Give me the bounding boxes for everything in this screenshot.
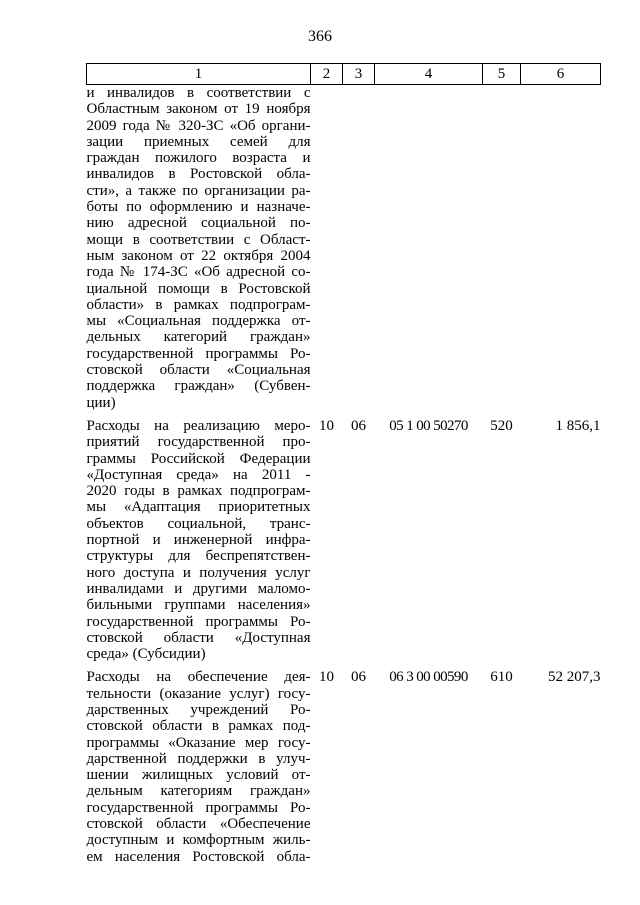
description-line: 2009 года № 320-ЗС «Об органи- [86,117,311,134]
description-line: Расходы на реализацию меро- [86,417,311,434]
description-line: дарственных учреждений Ро- [86,701,311,718]
description-line: среда» (Субсидии) [86,646,206,663]
description-line: приятий государственной про- [86,434,311,451]
row-csr [375,85,483,411]
budget-table [86,63,601,865]
description-line: и инвалидов в соответствии с [86,85,311,101]
description-line: программы «Оказание мер госу- [86,734,311,751]
description-line: структуры для беспрепятствен- [86,548,311,565]
description-line: тельности (оказание услуг) госу- [86,685,311,702]
description-line: «Доступная среда» на 2011 - [86,466,311,483]
description-line: мы «Адаптация приоритетных [86,499,311,516]
description-line: стовской области в рамках под- [86,718,311,735]
description-line: 2020 годы в рамках подпрограм- [86,483,311,500]
description-line: боты по оформлению и назначе- [86,199,311,216]
description-line: циальной помощи в Ростовской [86,280,311,297]
row-vr: 610 [490,669,513,686]
description-line: области» в рамках подпрограм- [86,296,311,313]
row-sum: 52 207,3 [548,669,601,686]
row-sum [521,85,601,411]
header-col-6: 6 [521,64,601,85]
description-line: инвалидами и другими маломо- [86,580,311,597]
description-line: мы «Социальная поддержка от- [86,313,311,330]
description-line: года № 174-ЗС «Об адресной со- [86,264,311,281]
description-line: стовской области «Обеспечение [86,816,311,833]
row-rz: 10 [319,669,334,686]
row-description [87,85,311,411]
description-line: инвалидов в Ростовской обла- [86,166,311,183]
row-pr [343,85,375,411]
description-line: портной и инженерной инфра- [86,532,311,549]
description-line: шении жилищных условий от- [86,767,311,784]
description-line: доступным и комфортным жиль- [86,832,311,849]
description-line: граммы Российской Федерации [86,450,311,467]
row-rz: 10 [319,417,334,434]
description-line: стовской области «Социальная [86,362,311,379]
description-line: граждан пожилого возраста и [86,150,311,167]
description-line: ного доступа и получения услуг [86,564,311,581]
description-line: ем населения Ростовской обла- [86,848,311,865]
row-pr: 06 [351,417,366,434]
description-line: ции) [86,394,116,411]
header-col-1: 1 [87,64,311,85]
row-csr: 06 3 00 00590 [389,669,468,686]
description-line: сти», а также по организации ра- [86,182,311,199]
page-number: 366 [308,28,332,45]
table-row [87,662,601,865]
header-col-5: 5 [483,64,521,85]
table-body [87,85,601,865]
description-line: Областным законом от 19 ноября [86,101,311,118]
description-line: бильными группами населения» [86,597,311,614]
description-line: дельным категориям граждан» [86,783,311,800]
description-line: государственной программы Ро- [86,613,311,630]
header-col-4: 4 [375,64,483,85]
row-description [87,662,311,865]
row-rz [311,85,343,411]
description-line: ным законом от 22 октября 2004 [86,247,311,264]
header-col-2: 2 [311,64,343,85]
description-line: стовской области «Доступная [86,629,311,646]
row-pr: 06 [351,669,366,686]
description-line: государственной программы Ро- [86,799,311,816]
description-line: мощи в соответствии с Област- [86,231,311,248]
description-line: Расходы на обеспечение дея- [86,669,311,686]
row-description [87,411,311,662]
description-line: дельных категорий граждан» [86,329,311,346]
description-line: поддержка граждан» (Субвен- [86,378,311,395]
row-csr: 05 1 00 50270 [389,417,468,434]
description-line: дарственной поддержки в улуч- [86,750,311,767]
row-vr [483,85,521,411]
table-row [87,85,601,411]
row-sum: 1 856,1 [555,417,601,434]
table-header-row [87,64,601,85]
description-line: государственной программы Ро- [86,345,311,362]
description-line: объектов социальной, транс- [86,515,311,532]
description-line: нию адресной социальной по- [86,215,311,232]
row-vr: 520 [490,417,513,434]
header-col-3: 3 [343,64,375,85]
description-line: зации приемных семей для [86,133,311,150]
table-row [87,411,601,662]
